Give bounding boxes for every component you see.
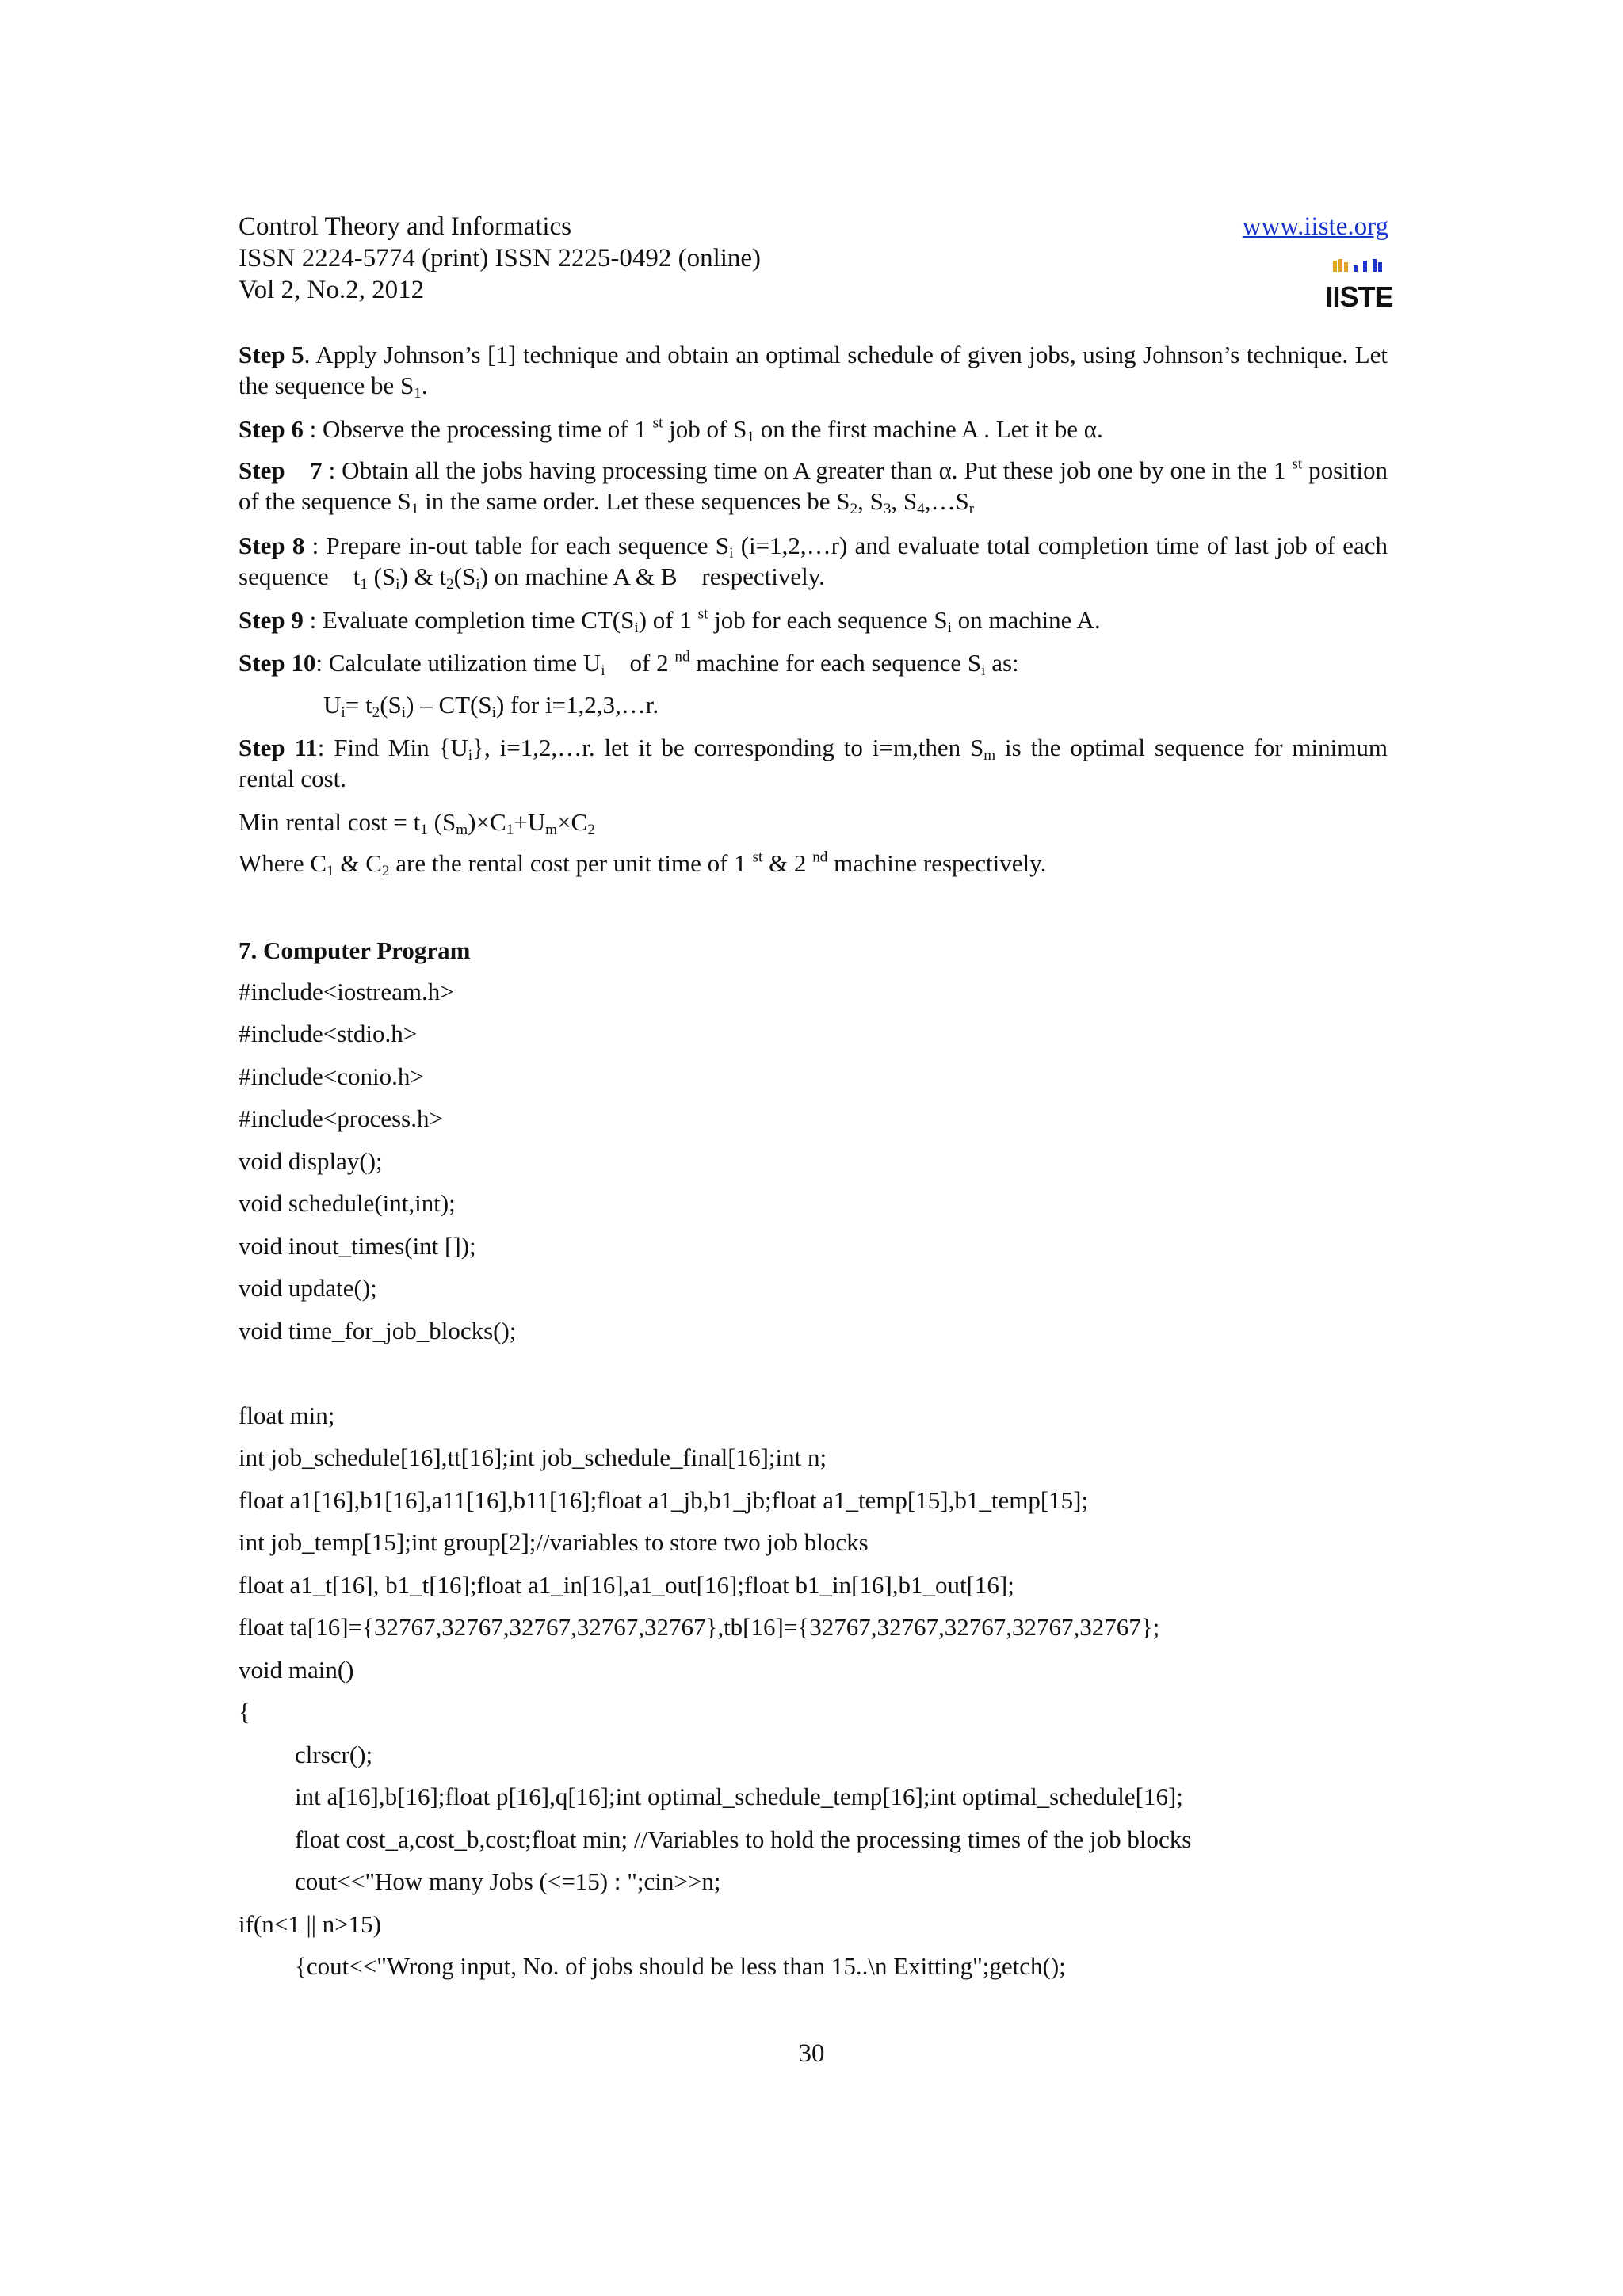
code-line: float min; xyxy=(239,1402,335,1429)
code-line: float a1[16],b1[16],a11[16],b11[16];float a1_jb,b1_jb;float a1_temp[15],b1_temp[15]; xyxy=(239,1486,1089,1514)
min-rental-cost-formula: Min rental $\cos t = t_1$ $(S_m)\times C_1+U_m\times C_2$ xyxy=(239,808,595,838)
step-6-paragraph: Step 6 : Observe the processing time of 1 $^{st}$ job of $S_1$ on the first machine A . Let it be α. xyxy=(239,414,1103,445)
utilization-formula: $U_i= t_2(S_i) - CT(S_i)$ for i=1,2,3,…r. xyxy=(323,691,659,721)
code-line: void time_for_job_blocks(); xyxy=(239,1317,517,1344)
page-number: 30 xyxy=(798,2039,825,2068)
code-line: int job_schedule[16],tt[16];int job_schedule_final[16];int n; xyxy=(239,1444,827,1471)
step-11-label: Step 11 xyxy=(239,734,318,761)
code-line: #include<process.h> xyxy=(239,1104,443,1132)
code-line: float ta[16]={32767,32767,32767,32767,32767},tb[16]={32767,32767,32767,32767,32767}; xyxy=(239,1613,1160,1641)
code-line: { xyxy=(239,1698,250,1726)
iiste-logo xyxy=(1325,257,1393,313)
journal-title: Control Theory and Informatics xyxy=(239,212,572,241)
code-line: {cout<<"Wrong input, No. of jobs should be less than 15..\n Exitting";getch(); xyxy=(295,1952,1066,1980)
code-line: void schedule(int,int); xyxy=(239,1189,456,1217)
step-9-paragraph: Step 9 : Evaluate completion time $CT(S_i)$ of 1 $^{st}$ job for each sequence $S_i$ on machine A. xyxy=(239,605,1101,636)
code-line: void display(); xyxy=(239,1147,383,1175)
step-7-label: Step 7 xyxy=(239,456,323,484)
step-6-label: Step 6 xyxy=(239,415,304,443)
code-line: void main() xyxy=(239,1656,354,1684)
code-line: cout<<"How many Jobs (<=15) : ";cin>>n; xyxy=(295,1867,721,1895)
code-line: float a1_t[16], b1_t[16];float a1_in[16],a1_out[16];float b1_in[16],b1_out[16]; xyxy=(239,1571,1014,1599)
step-10-label: Step 10 xyxy=(239,649,316,677)
step-9-label: Step 9 xyxy=(239,606,304,634)
step-5-paragraph: Step 5. Apply Johnson’s [1] technique and obtain an optimal schedule of given jobs, using Johnson’s technique. Let the sequence be $S_1$. xyxy=(239,341,1388,402)
section-title: 7. Computer Program xyxy=(239,936,471,964)
step-11-paragraph: Step 11: Find Min $\{U_i\}$, i=1,2,…r. let it be corresponding to i=m,then $S_m$ is the optimal sequence for minimum rental cost. xyxy=(239,734,1388,792)
journal-volume: Vol 2, No.2, 2012 xyxy=(239,276,425,304)
journal-url-link[interactable]: www.iiste.org xyxy=(1242,212,1388,241)
code-line: if(n<1 || n>15) xyxy=(239,1910,381,1938)
code-line: void update(); xyxy=(239,1274,377,1302)
code-line: void inout_times(int []); xyxy=(239,1232,476,1260)
step-10-paragraph: Step 10: Calculate utilization time $U_i$ of 2 $^{nd}$ machine for each sequence $S_i$ as: xyxy=(239,648,1019,679)
code-line: int a[16],b[16];float p[16],q[16];int optimal_schedule_temp[16];int optimal_schedule[16]; xyxy=(295,1783,1183,1810)
step-8-label: Step 8 xyxy=(239,532,305,559)
code-line: int job_temp[15];int group[2];//variables to store two job blocks xyxy=(239,1528,869,1556)
code-line: #include<stdio.h> xyxy=(239,1020,418,1047)
step-5-text: . Apply Johnson’s [1] technique and obtain an optimal schedule of given jobs, using Johnson’s technique. Let the sequence be S xyxy=(239,341,1388,399)
code-line: clrscr(); xyxy=(295,1741,373,1768)
code-line: #include<iostream.h> xyxy=(239,978,454,1005)
step-8-paragraph: Step 8 : Prepare in-out table for each sequence $S_i$ (i=1,2,…r) and evaluate total completion time of last job of each sequence $t_1$ $(S_i)$ & $t_2(S_i)$ on machine A & B respectively. xyxy=(239,532,1388,593)
step-7-paragraph: Step 7 : Obtain all the jobs having processing time on A greater than α. Put these job one by one in the 1 $^{st}$ position of the sequence $S_1$ in the same order. Let these sequences be $S_2$, $S_3$, $S_4,\dots S_r$ xyxy=(239,456,1388,517)
svg-text:IISTE: IISTE xyxy=(1325,280,1393,313)
rental-cost-note: Where $C_1$ & $C_2$ are the rental cost per unit time of 1 $^{st}$ & 2 $^{nd}$ machine respectively. xyxy=(239,849,1047,879)
code-line: #include<conio.h> xyxy=(239,1062,424,1090)
code-line: float cost_a,cost_b,cost;float min; //Variables to hold the processing times of the job blocks xyxy=(295,1825,1192,1853)
journal-issn: ISSN 2224-5774 (print) ISSN 2225-0492 (online) xyxy=(239,244,762,273)
step-5-label: Step 5 xyxy=(239,341,304,368)
